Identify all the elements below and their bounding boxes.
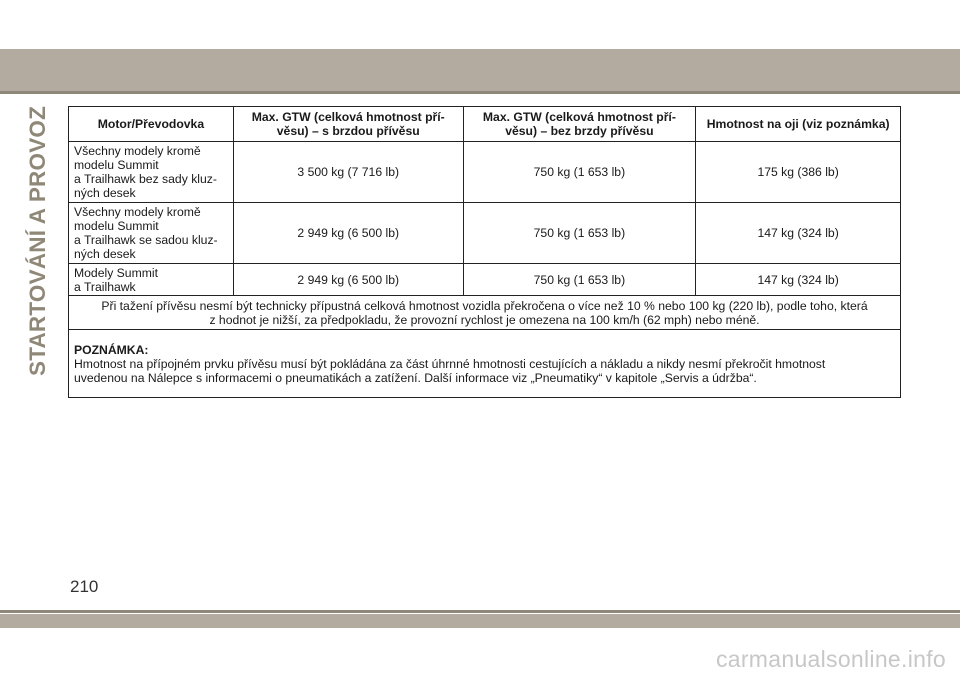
header-band-rule	[0, 91, 960, 94]
gtw-braked-cell: 2 949 kg (6 500 lb)	[233, 203, 463, 264]
footnote-row	[69, 296, 901, 330]
note-text: Hmotnost na přípojném prvku přívěsu musí být pokládána za část úhrnné hmotnosti cestujících a nákladu a nikdy nesmí překročit hmotnost uvedenou na Nálepce s informacemi o pneumatikách a zatížení. Další informace viz „Pneumatiky“ v kapitole „Servis a údržba“.	[74, 356, 826, 385]
table-row	[69, 264, 901, 296]
towing-spec-table	[68, 106, 901, 398]
tongue-weight-cell: 175 kg (386 lb)	[696, 142, 901, 203]
model-cell: Modely Summit a Trailhawk	[69, 264, 234, 296]
note-heading: POZNÁMKA:	[74, 342, 149, 357]
gtw-braked-cell: 3 500 kg (7 716 lb)	[233, 142, 463, 203]
note-cell	[69, 330, 901, 398]
table-footnote: Při tažení přívěsu nesmí být technicky přípustná celková hmotnost vozidla překročena o více než 10 % nebo 100 kg (220 lb), podle toho, která z hodnot je nižší, za předpokladu, že provozní rychlost je omezena na 100 km/h (62 mph) nebo méně.	[69, 296, 901, 330]
header-band	[0, 49, 960, 91]
gtw-braked-cell: 2 949 kg (6 500 lb)	[233, 264, 463, 296]
tongue-weight-cell: 147 kg (324 lb)	[696, 264, 901, 296]
footer-band-rule	[0, 610, 960, 613]
model-cell: Všechny modely kromě modelu Summit a Trailhawk se sadou kluz- ných desek	[69, 203, 234, 264]
model-cell: Všechny modely kromě modelu Summit a Trailhawk bez sady kluz- ných desek	[69, 142, 234, 203]
table-row	[69, 142, 901, 203]
table-header-row	[69, 107, 901, 142]
page-number: 210	[70, 577, 99, 596]
footer-band	[0, 614, 960, 628]
table-row	[69, 203, 901, 264]
gtw-unbraked-cell: 750 kg (1 653 lb)	[463, 142, 696, 203]
section-title: STARTOVÁNÍ A PROVOZ	[25, 105, 50, 376]
header-tongue-weight: Hmotnost na oji (viz poznámka)	[696, 107, 901, 142]
header-engine-transmission: Motor/Převodovka	[69, 107, 234, 142]
watermark: carmanualsonline.info	[715, 646, 946, 672]
gtw-unbraked-cell: 750 kg (1 653 lb)	[463, 264, 696, 296]
note-row	[69, 330, 901, 398]
header-gtw-unbraked: Max. GTW (celková hmotnost pří- věsu) – bez brzdy přívěsu	[463, 107, 696, 142]
header-gtw-braked: Max. GTW (celková hmotnost pří- věsu) – s brzdou přívěsu	[233, 107, 463, 142]
gtw-unbraked-cell: 750 kg (1 653 lb)	[463, 203, 696, 264]
tongue-weight-cell: 147 kg (324 lb)	[696, 203, 901, 264]
